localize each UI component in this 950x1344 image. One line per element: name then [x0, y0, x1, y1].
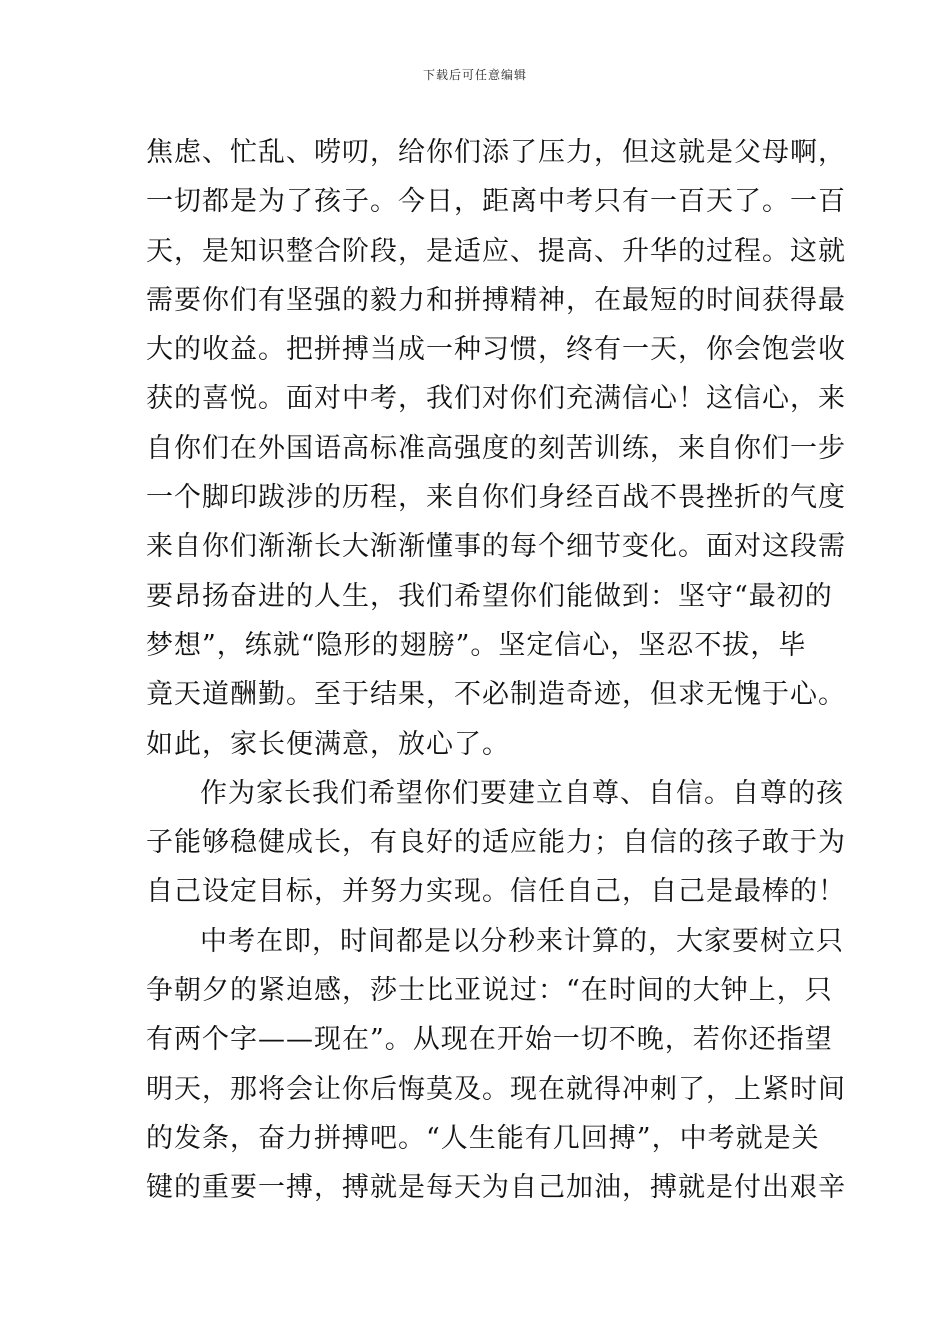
text-line: 一切都是为了孩子。今日，距离中考只有一百天了。一百 [146, 186, 846, 218]
text-line: 一个脚印跋涉的历程，来自你们身经百战不畏挫折的气度 [146, 482, 846, 514]
text-line: 明天，那将会让你后悔莫及。现在就得冲刺了，上紧时间 [146, 1073, 846, 1105]
text-line: 中考在即，时间都是以分秒来计算的，大家要树立只 [200, 925, 844, 957]
text-line: 大的收益。把拼搏当成一种习惯，终有一天，你会饱尝收 [146, 334, 846, 366]
text-line: 自己设定目标，并努力实现。信任自己，自己是最棒的！ [146, 876, 846, 908]
text-line: 获的喜悦。面对中考，我们对你们充满信心！这信心，来 [146, 383, 846, 415]
text-line: 如此，家长便满意，放心了。 [146, 728, 510, 760]
text-line: 天，是知识整合阶段，是适应、提高、升华的过程。这就 [146, 235, 846, 267]
text-line: 梦想”，练就“隐形的翅膀”。坚定信心，坚忍不拔，毕 [146, 629, 807, 661]
paragraph-1 [146, 128, 846, 769]
text-line: 焦虑、忙乱、唠叨，给你们添了压力，但这就是父母啊， [146, 137, 846, 168]
text-line: 有两个字——现在”。从现在开始一切不晚，若你还指望 [146, 1024, 833, 1056]
text-line: 争朝夕的紧迫感，莎士比亚说过：“在时间的大钟上，只 [146, 975, 833, 1007]
paragraph-2 [146, 769, 846, 917]
text-line: 自你们在外国语高标准高强度的刻苦训练，来自你们一步 [146, 432, 846, 464]
paragraph-3 [146, 917, 846, 1213]
text-line: 来自你们渐渐长大渐渐懂事的每个细节变化。面对这段需 [146, 531, 846, 563]
text-line: 键的重要一搏，搏就是每天为自己加油，搏就是付出艰辛 [146, 1172, 846, 1204]
text-line: 竟天道酬勤。至于结果，不必制造奇迹，但求无愧于心。 [146, 679, 846, 711]
text-line: 作为家长我们希望你们要建立自尊、自信。自尊的孩 [200, 777, 844, 809]
text-line: 的发条，奋力拼搏吧。“人生能有几回搏”，中考就是关 [146, 1122, 820, 1154]
text-line: 需要你们有坚强的毅力和拼搏精神，在最短的时间获得最 [146, 284, 846, 316]
text-line: 要昂扬奋进的人生，我们希望你们能做到：坚守“最初的 [146, 580, 833, 612]
text-line: 子能够稳健成长，有良好的适应能力；自信的孩子敢于为 [146, 827, 846, 859]
document-body [146, 128, 846, 1213]
page-header: 下载后可任意编辑 [422, 68, 527, 82]
